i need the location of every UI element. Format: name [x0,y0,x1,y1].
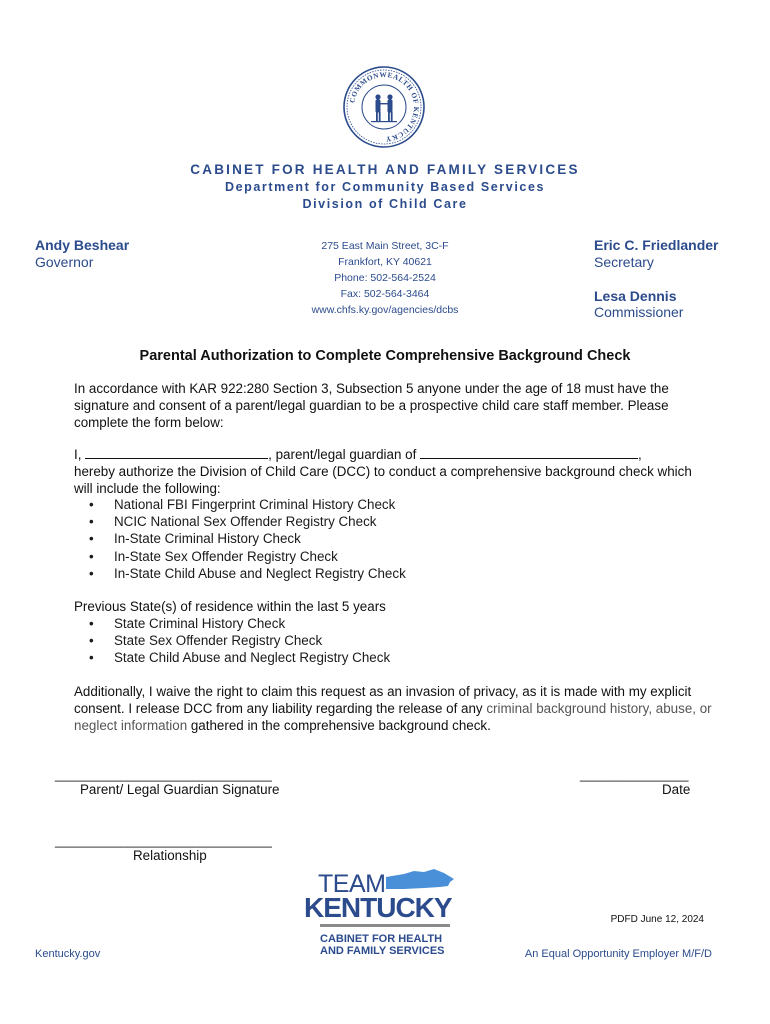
waiver-part-c: gathered in the comprehensive background check. [187,718,491,733]
child-name-field[interactable] [420,447,638,459]
parent-name-field[interactable] [85,447,268,459]
authorization-paragraph [74,446,714,497]
governor-name: Andy Beshear [35,237,130,253]
list-item: • State Criminal History Check [74,615,714,632]
list-item: • National FBI Fingerprint Criminal History Check [74,496,714,513]
kentucky-gov-link[interactable]: Kentucky.gov [35,948,101,960]
relationship-line[interactable]: ______________________________ [55,833,272,848]
list-item: • In-State Child Abuse and Neglect Registry Check [74,565,714,582]
auth-middle: , parent/legal guardian of [268,447,421,462]
address-fax: Fax: 502-564-3464 [340,288,430,300]
cabinet-heading: CABINET FOR HEALTH AND FAMILY SERVICES [190,162,580,177]
svg-text:AND FAMILY SERVICES: AND FAMILY SERVICES [320,945,445,957]
svg-text:KENTUCKY: KENTUCKY [304,892,452,923]
list-item: • In-State Sex Offender Registry Check [74,548,714,565]
team-kentucky-logo-icon [304,868,470,964]
equal-opportunity-statement: An Equal Opportunity Employer M/F/D [524,948,712,960]
address-city: Frankfort, KY 40621 [338,256,432,268]
governor-title: Governor [35,254,94,270]
division-heading: Division of Child Care [302,197,468,211]
waiver-text [74,683,714,734]
date-line[interactable]: _______________ [580,767,689,782]
checks-list [74,496,714,582]
waiver-part-b: criminal background history, abuse, or neglect information [74,701,712,733]
list-item: • In-State Criminal History Check [74,530,714,547]
waiver-part-a: Additionally, I waive the right to claim this request as an invasion of privacy, as it is made with my explicit consent. I release DCC from any liability regarding the release of any [74,684,692,716]
waiver-paragraph [74,683,714,734]
signature-line[interactable]: ______________________________ [55,767,272,782]
relationship-label: Relationship [133,848,207,863]
secretary-title: Secretary [594,254,654,270]
list-item: • State Child Abuse and Neglect Registry Check [74,649,714,666]
address-phone: Phone: 502-564-2524 [334,272,436,284]
form-revision-date: PDFD June 12, 2024 [610,914,704,925]
list-item: • State Sex Offender Registry Check [74,632,714,649]
previous-checks-list [74,615,714,667]
intro-paragraph [74,380,714,431]
svg-text:CABINET FOR HEALTH: CABINET FOR HEALTH [320,933,443,945]
commissioner-name: Lesa Dennis [594,288,677,304]
date-label: Date [662,782,691,797]
commissioner-title: Commissioner [594,304,684,320]
auth-prefix: I, [74,447,86,462]
svg-text:COMMONWEALTH OF KENTUCKY: COMMONWEALTH OF KENTUCKY [348,70,421,144]
department-heading: Department for Community Based Services [224,180,546,194]
signature-label: Parent/ Legal Guardian Signature [80,782,280,797]
secretary-name: Eric C. Friedlander [594,237,719,253]
auth-suffix: , [638,447,642,462]
address-block [260,238,510,318]
authorization-continuation: hereby authorize the Division of Child Care (DCC) to conduct a comprehensive background check which will include the following: [74,464,692,496]
svg-text:TEAM: TEAM [318,870,386,898]
list-item: • NCIC National Sex Offender Registry Check [74,513,714,530]
address-web: www.chfs.ky.gov/agencies/dcbs [311,304,459,316]
authorization-line [74,446,714,463]
kentucky-seal-icon [343,66,425,148]
address-street: 275 East Main Street, 3C-F [321,240,449,252]
document-title: Parental Authorization to Complete Comprehensive Background Check [139,348,631,364]
intro-text: In accordance with KAR 922:280 Section 3, Subsection 5 anyone under the age of 18 must have the signature and consent of a parent/legal guardian to be a prospective child care staff member. Please complete the form below: [74,381,669,430]
previous-states-label: Previous State(s) of residence within the last 5 years [74,599,386,614]
